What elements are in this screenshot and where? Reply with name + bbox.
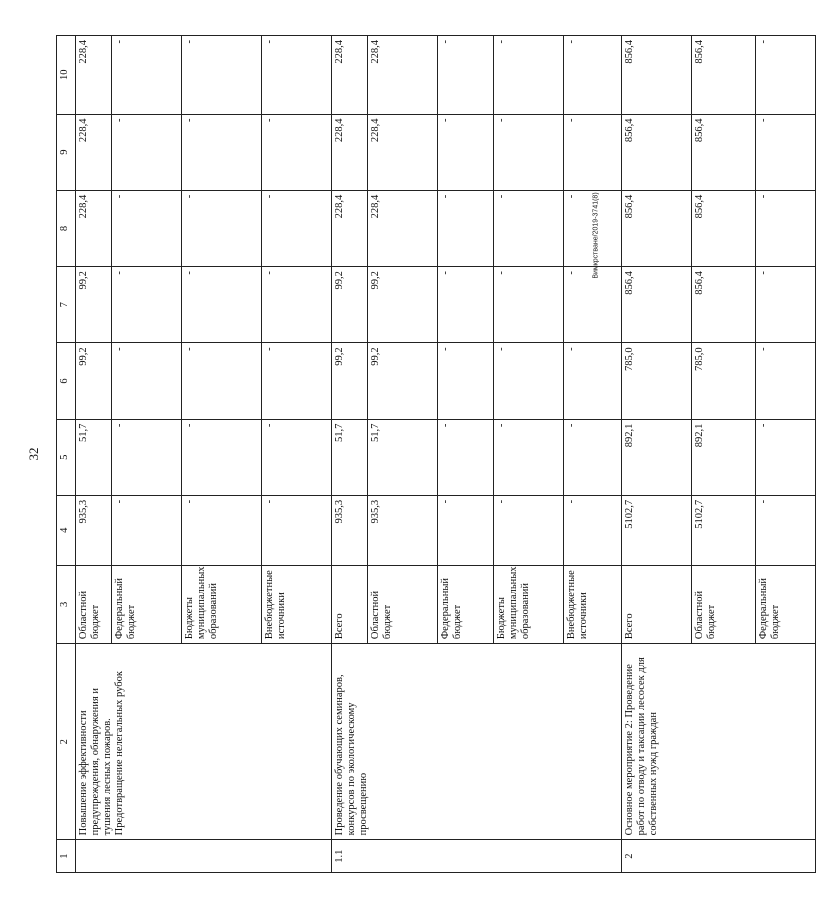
value-cell: - [438, 114, 494, 190]
value-cell: - [182, 419, 262, 495]
side-code: Вимкрстване/2019-3741(8) [592, 191, 600, 279]
value-cell: 51,7 [332, 419, 368, 495]
value-cell: 892,1 [622, 419, 692, 495]
table-row [76, 36, 112, 873]
value-cell: 856,4 [692, 267, 756, 343]
funding-source: Всего [622, 565, 692, 643]
value-cell: - [262, 495, 332, 565]
value-cell: 228,4 [368, 190, 438, 266]
value-cell: 99,2 [332, 267, 368, 343]
value-cell: - [494, 267, 564, 343]
value-cell: - [438, 343, 494, 419]
value-cell: 99,2 [368, 267, 438, 343]
row-number [76, 840, 332, 873]
value-cell: - [564, 343, 622, 419]
value-cell: - [112, 267, 182, 343]
value-cell: - [262, 36, 332, 115]
table-row [622, 36, 692, 873]
funding-source: Внебюджетные источники [564, 565, 622, 643]
header-cell: 9 [57, 114, 76, 190]
activity-title: Проведение обучающих семинаров, конкурсов по экологическому просвещению [332, 644, 622, 840]
value-cell: 935,3 [76, 495, 112, 565]
header-cell: 3 [57, 565, 76, 643]
value-cell: 228,4 [76, 36, 112, 115]
header-cell: 2 [57, 644, 76, 840]
value-cell: 228,4 [332, 190, 368, 266]
value-cell: 856,4 [692, 114, 756, 190]
value-cell: - [182, 495, 262, 565]
header-cell: 1 [57, 840, 76, 873]
value-cell: - [564, 267, 622, 343]
funding-source: Всего [332, 565, 368, 643]
funding-source: Областной бюджет [76, 565, 112, 643]
value-cell: 935,3 [368, 495, 438, 565]
value-cell: - [262, 190, 332, 266]
value-cell: - [262, 267, 332, 343]
funding-source: Внебюджетные источники [262, 565, 332, 643]
value-cell: 856,4 [622, 114, 692, 190]
value-cell: 856,4 [692, 190, 756, 266]
activity-title: Основное мероприятие 2: Проведение работ по отводу и таксации лесосек для собственных нужд граждан [622, 644, 816, 840]
value-cell: - [112, 190, 182, 266]
value-cell: 99,2 [368, 343, 438, 419]
value-cell: 51,7 [368, 419, 438, 495]
value-cell: - [262, 114, 332, 190]
header-cell: 10 [57, 36, 76, 115]
value-cell: - [756, 343, 816, 419]
value-cell: 856,4 [622, 36, 692, 115]
table-row [332, 36, 368, 873]
value-cell: - [438, 495, 494, 565]
value-cell: 935,3 [332, 495, 368, 565]
value-cell: - [494, 343, 564, 419]
row-number: 1.1 [332, 840, 622, 873]
value-cell: - [756, 419, 816, 495]
value-cell: 51,7 [76, 419, 112, 495]
budget-table [56, 35, 816, 873]
value-cell: - [262, 419, 332, 495]
value-cell: - [494, 495, 564, 565]
value-cell: - [182, 36, 262, 115]
funding-source: Бюджеты муниципальных образований [494, 565, 564, 643]
header-cell: 6 [57, 343, 76, 419]
value-cell: - [756, 114, 816, 190]
value-cell: - [182, 343, 262, 419]
value-cell: - [438, 419, 494, 495]
value-cell: - [756, 190, 816, 266]
header-cell: 8 [57, 190, 76, 266]
header-cell: 4 [57, 495, 76, 565]
funding-source: Областной бюджет [692, 565, 756, 643]
activity-title: Повышение эффективности предупреждения, обнаружения и тушения лесных пожаров. Предотвращение нелегальных рубок [76, 644, 332, 840]
funding-source: Федеральный бюджет [438, 565, 494, 643]
value-cell: - [182, 114, 262, 190]
value-cell: - [262, 343, 332, 419]
value-cell: 99,2 [76, 267, 112, 343]
value-cell: 5102,7 [622, 495, 692, 565]
value-cell: 99,2 [76, 343, 112, 419]
value-cell: 228,4 [368, 114, 438, 190]
value-cell: - [756, 36, 816, 115]
value-cell: 228,4 [76, 190, 112, 266]
value-cell: - [756, 495, 816, 565]
funding-source: Бюджеты муниципальных образований [182, 565, 262, 643]
value-cell: 892,1 [692, 419, 756, 495]
value-cell: 785,0 [622, 343, 692, 419]
value-cell: 228,4 [332, 36, 368, 115]
value-cell: - [564, 495, 622, 565]
value-cell: - [494, 114, 564, 190]
header-cell: 5 [57, 419, 76, 495]
value-cell: 228,4 [76, 114, 112, 190]
value-cell: - [564, 190, 622, 266]
value-cell: 99,2 [332, 343, 368, 419]
value-cell: - [494, 36, 564, 115]
value-cell: 785,0 [692, 343, 756, 419]
value-cell: - [182, 267, 262, 343]
value-cell: - [756, 267, 816, 343]
value-cell: - [438, 190, 494, 266]
funding-source: Областной бюджет [368, 565, 438, 643]
value-cell: - [564, 419, 622, 495]
value-cell: - [438, 36, 494, 115]
value-cell: - [112, 114, 182, 190]
value-cell: - [564, 114, 622, 190]
value-cell: 5102,7 [692, 495, 756, 565]
value-cell: - [564, 36, 622, 115]
value-cell: 228,4 [332, 114, 368, 190]
value-cell: - [438, 267, 494, 343]
value-cell: - [182, 190, 262, 266]
row-number: 2 [622, 840, 816, 873]
table-header-row [57, 36, 76, 873]
value-cell: 856,4 [692, 36, 756, 115]
value-cell: - [494, 190, 564, 266]
value-cell: - [112, 343, 182, 419]
value-cell: - [494, 419, 564, 495]
value-cell: - [112, 495, 182, 565]
value-cell: 228,4 [368, 36, 438, 115]
value-cell: - [112, 36, 182, 115]
value-cell: 856,4 [622, 267, 692, 343]
funding-source: Федеральный бюджет [112, 565, 182, 643]
header-cell: 7 [57, 267, 76, 343]
value-cell: - [112, 419, 182, 495]
value-cell: 856,4 [622, 190, 692, 266]
page-number: 32 [26, 447, 41, 461]
funding-source: Федеральный бюджет [756, 565, 816, 643]
